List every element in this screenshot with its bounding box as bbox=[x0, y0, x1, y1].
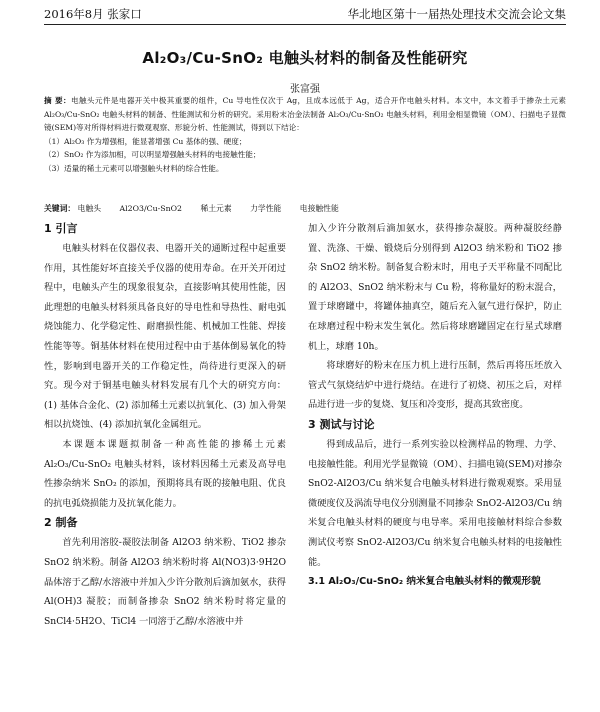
conclusion-item: （2）SnO₂ 作为添加相，可以明显增强触头材料的电接触性能； bbox=[44, 150, 261, 160]
keyword: 力学性能 bbox=[250, 204, 282, 213]
right-column bbox=[308, 219, 562, 592]
abstract bbox=[44, 94, 566, 176]
keyword: 电接触性能 bbox=[299, 204, 339, 213]
keyword: 稀土元素 bbox=[200, 204, 232, 213]
testing-paragraph: 得到成品后，进行一系列实验以检测样品的物理、力学、电接触性能。利用光学显微镜（OM）、扫描电镜(SEM)对掺杂 SnO2-Al2O3/Cu 纳米复合电触头材料进行微观观察。采用显微硬度仪及涡流导电仪分别测量不同掺杂 SnO2-Al2O3/Cu 纳米复合电触头材料的硬度与电导率。采用电接触材料综合参数测试仪考察 SnO2-Al2O3/Cu 纳米复合电触头材料的电接触性能。 bbox=[308, 438, 562, 568]
abstract-text: 电触头元件是电器开关中极其重要的组件，Cu 导电性仅次于 Ag，且成本远低于 Ag，适合开作电触头材料。本文中，本文着手于掺杂土元素 Al₂O₃/Cu-SnO₂ 电触头材料的制备、性能测试和分析的研究。采用粉末冶金法制备 Al₂O₃/Cu-SnO₂ 电触头材料，利用金相显微镜（OM）、扫描电子显微镜(SEM)等对所得材料进行微观观察、形貌分析、性能测试，得到以下结论： bbox=[44, 96, 566, 133]
preparation-paragraph: 将球磨好的粉末在压力机上进行压制，然后再将压坯放入管式气氛烧结炉中进行烧结。在进行了初烧、初压之后，对样品进行进一步的复烧、复压和冷变形，提高其致密度。 bbox=[308, 360, 562, 411]
preparation-paragraph: 首先利用溶胶-凝胶法制备 Al2O3 纳米粉、TiO2 掺杂 SnO2 纳米粉。制备 Al2O3 纳米粉时将 Al(NO3)3·9H2O 晶体溶于乙醇/水溶液中并加入少许分散剂后滴加氨水，获得 Al(OH)3 凝胶；而制备掺杂 SnO2 纳米粉时将定量的 SnCl4·5H2O、TiCl4 一同溶于乙醇/水溶液中并 bbox=[44, 537, 286, 627]
section-heading-introduction: 1 引言 bbox=[44, 222, 78, 235]
abstract-label: 摘 要： bbox=[44, 96, 71, 105]
section-heading-preparation: 2 制备 bbox=[44, 516, 78, 530]
keywords-label: 关键词： bbox=[44, 204, 76, 213]
header-date-location: 2016年8月 张家口 bbox=[44, 7, 142, 21]
left-column bbox=[44, 219, 286, 631]
keyword: 电触头 bbox=[77, 204, 102, 213]
conclusion-item: （1）Al₂O₃ 作为增强相，能显著增强 Cu 基体的强、硬度； bbox=[44, 136, 247, 146]
conclusion-item: （3）适量的稀土元素可以增强触头材料的综合性能。 bbox=[44, 163, 224, 173]
running-header bbox=[44, 6, 566, 25]
intro-paragraph: 本课题本课题拟制备一种高性能的掺稀土元素 Al₂O₃/Cu-SnO₂ 电触头材料，该材料因稀土元素及高导电性掺杂纳米 SnO₂ 的添加，预期将具有既的接触电阻、优良的抗电弧烧损能力及抗氧化能力。 bbox=[44, 438, 286, 509]
intro-paragraph: 电触头材料在仪器仪表、电器开关的通断过程中起重要作用，其性能好坏直接关乎仪器的使用寿命。在开关开闭过程中，电触头产生的现象很复杂，直接影响其使用性能，因此理想的电触头材料须具备良好的导电性和导热性、耐电弧烧蚀能力、化学稳定性、耐磨损性能、机械加工性能、焊接性能等等。铜基体材料在使用过程中由于基体倒易氧化的特性，影响到电器开关的工作稳定性，尚待进行更深入的研究。现今对于铜基电触头材料发展有几个大的研究方向：(1) 基体合金化、(2) 添加稀土元素以抗氧化、(3) 加入骨架相以抗烧蚀、(4) 添加抗氧化金属组元。 bbox=[44, 243, 286, 431]
section-heading-testing: 3 测试与讨论 bbox=[308, 417, 375, 431]
preparation-paragraph-continued: 加入少许分散剂后滴加氨水，获得掺杂凝胶。两种凝胶经静置、洗涤、干燥、锻烧后分别得到 Al2O3 纳米粉和 TiO2 掺杂 SnO2 纳米粉。制备复合粉末时，用电子天平称量不同配比的 Al2O3、SnO2 纳米粉末与 Cu 粉，将称量好的粉末混合，置于球磨罐中，将罐体抽真空，随后充入氩气进行保护，防止在球磨过程中粉末发生氧化。然后将球磨罐固定在行星式球磨机上，球磨 10h。 bbox=[308, 223, 562, 352]
author-name: 张富强 bbox=[290, 84, 320, 95]
conclusion-list bbox=[44, 135, 566, 176]
keyword: Al2O3/Cu-SnO2 bbox=[119, 204, 182, 213]
subsection-heading-microstructure: 3.1 Al₂O₃/Cu-SnO₂ 纳米复合电触头材料的微观形貌 bbox=[308, 576, 541, 588]
header-proceedings-title: 华北地区第十一届热处理技术交流会论文集 bbox=[347, 7, 566, 21]
paper-title: Al₂O₃/Cu-SnO₂ 电触头材料的制备及性能研究 bbox=[142, 49, 468, 67]
keywords bbox=[44, 203, 566, 215]
